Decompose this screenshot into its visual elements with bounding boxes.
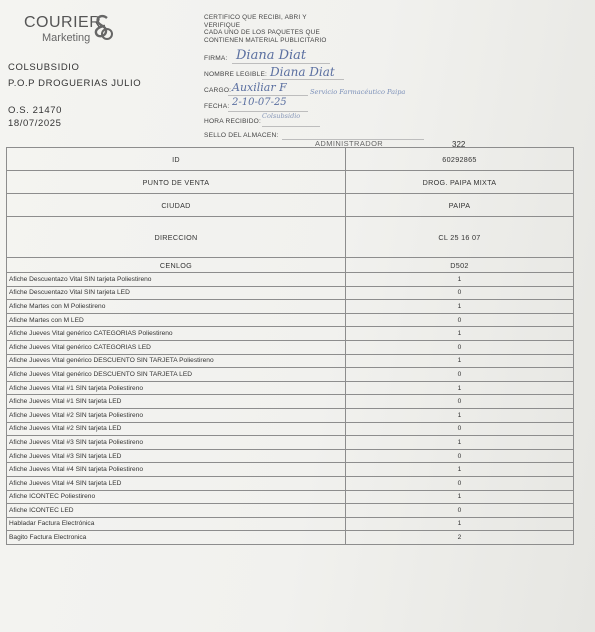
item-name: Afiche ICONTEC Poliestireno bbox=[7, 490, 346, 504]
client-program: P.O.P DROGUERIAS JULIO bbox=[8, 78, 142, 89]
firma-label: FIRMA: bbox=[204, 55, 228, 62]
firma-line bbox=[232, 63, 330, 64]
order-date: 18/07/2025 bbox=[8, 118, 62, 129]
header-value: D502 bbox=[346, 258, 574, 273]
delivery-table bbox=[6, 147, 574, 545]
hora-stamp: Colsubsidio bbox=[262, 112, 301, 120]
item-qty: 1 bbox=[346, 517, 574, 531]
item-qty: 1 bbox=[346, 463, 574, 477]
table-row bbox=[7, 476, 574, 490]
item-name: Habladar Factura Electrónica bbox=[7, 517, 346, 531]
item-name: Bagito Factura Electronica bbox=[7, 531, 346, 545]
table-row bbox=[7, 313, 574, 327]
table-row bbox=[7, 354, 574, 368]
table-row bbox=[7, 531, 574, 545]
table-row bbox=[7, 463, 574, 477]
table-row bbox=[7, 327, 574, 341]
header-value: CL 25 16 07 bbox=[346, 217, 574, 258]
table-row bbox=[7, 381, 574, 395]
table-row bbox=[7, 368, 574, 382]
table-row bbox=[7, 436, 574, 450]
table-row bbox=[7, 408, 574, 422]
table-row bbox=[7, 273, 574, 287]
header-label: DIRECCION bbox=[7, 217, 346, 258]
client-name: COLSUBSIDIO bbox=[8, 62, 80, 73]
item-name: Afiche Jueves Vital genérico CATEGORIAS Poliestireno bbox=[7, 327, 346, 341]
cargo-stamp: Servicio Farmacéutico Paipa bbox=[310, 88, 406, 96]
header-value: PAIPA bbox=[346, 194, 574, 217]
item-name: Afiche Martes con M Poliestireno bbox=[7, 300, 346, 314]
item-name: Afiche Jueves Vital #3 SIN tarjeta LED bbox=[7, 449, 346, 463]
certification-line: CONTIENEN MATERIAL PUBLICITARIO bbox=[204, 36, 327, 44]
table-row bbox=[7, 395, 574, 409]
item-qty: 2 bbox=[346, 531, 574, 545]
item-name: Afiche Martes con M LED bbox=[7, 313, 346, 327]
item-qty: 0 bbox=[346, 340, 574, 354]
cargo-label: CARGO: bbox=[204, 87, 232, 94]
firma-signature: Diana Diat bbox=[236, 48, 307, 63]
certification-line: CADA UNO DE LOS PAQUETES QUE bbox=[204, 29, 320, 37]
logo-word-courier: COURIER bbox=[24, 14, 102, 31]
cargo-value: Auxiliar F bbox=[232, 81, 287, 94]
item-qty: 0 bbox=[346, 504, 574, 518]
item-qty: 1 bbox=[346, 300, 574, 314]
table-row-punto-de-venta bbox=[7, 171, 574, 194]
nombre-value: Diana Diat bbox=[270, 65, 335, 79]
hora-label: HORA RECIBIDO: bbox=[204, 118, 262, 125]
item-qty: 0 bbox=[346, 368, 574, 382]
table-row-cenlog bbox=[7, 258, 574, 273]
table-row bbox=[7, 504, 574, 518]
header-value: 60292865 bbox=[346, 148, 574, 171]
item-name: Afiche Jueves Vital genérico DESCUENTO SIN TARJETA LED bbox=[7, 368, 346, 382]
item-qty: 0 bbox=[346, 449, 574, 463]
item-name: Afiche Jueves Vital #3 SIN tarjeta Poliestireno bbox=[7, 436, 346, 450]
table-row bbox=[7, 490, 574, 504]
header-label: CIUDAD bbox=[7, 194, 346, 217]
item-name: Afiche Jueves Vital #1 SIN tarjeta Poliestireno bbox=[7, 381, 346, 395]
table-row bbox=[7, 286, 574, 300]
sello-label: SELLO DEL ALMACEN: bbox=[204, 132, 279, 139]
header-label: ID bbox=[7, 148, 346, 171]
table-row-direccion bbox=[7, 217, 574, 258]
item-name: Afiche Descuentazo Vital SIN tarjeta Poliestireno bbox=[7, 273, 346, 287]
certification-text bbox=[204, 14, 327, 44]
item-name: Afiche Jueves Vital #2 SIN tarjeta LED bbox=[7, 422, 346, 436]
item-qty: 1 bbox=[346, 327, 574, 341]
logo-word-marketing: Marketing bbox=[42, 32, 91, 44]
item-name: Afiche ICONTEC LED bbox=[7, 504, 346, 518]
item-qty: 1 bbox=[346, 408, 574, 422]
item-name: Afiche Jueves Vital genérico DESCUENTO SIN TARJETA Poliestireno bbox=[7, 354, 346, 368]
item-qty: 0 bbox=[346, 422, 574, 436]
header-label: CENLOG bbox=[7, 258, 346, 273]
item-qty: 1 bbox=[346, 490, 574, 504]
item-name: Afiche Descuentazo Vital SIN tarjeta LED bbox=[7, 286, 346, 300]
item-qty: 1 bbox=[346, 273, 574, 287]
item-qty: 0 bbox=[346, 313, 574, 327]
fecha-value: 2-10-07-25 bbox=[232, 97, 287, 108]
fecha-label: FECHA: bbox=[204, 103, 230, 110]
table-row-id bbox=[7, 148, 574, 171]
item-qty: 0 bbox=[346, 286, 574, 300]
order-number: O.S. 21470 bbox=[8, 105, 63, 116]
item-name: Afiche Jueves Vital #2 SIN tarjeta Poliestireno bbox=[7, 408, 346, 422]
item-name: Afiche Jueves Vital genérico CATEGORIAS LED bbox=[7, 340, 346, 354]
item-qty: 1 bbox=[346, 436, 574, 450]
certification-line: CERTIFICO QUE RECIBI, ABRI Y bbox=[204, 14, 307, 21]
administrador-label: ADMINISTRADOR bbox=[315, 139, 384, 148]
table-row-ciudad bbox=[7, 194, 574, 217]
certification-line: VERIFIQUE bbox=[204, 21, 241, 29]
table-row bbox=[7, 340, 574, 354]
item-name: Afiche Jueves Vital #4 SIN tarjeta LED bbox=[7, 476, 346, 490]
table-row bbox=[7, 449, 574, 463]
nombre-line bbox=[262, 79, 344, 80]
item-name: Afiche Jueves Vital #4 SIN tarjeta Poliestireno bbox=[7, 463, 346, 477]
cargo-line bbox=[228, 95, 308, 96]
table-row bbox=[7, 517, 574, 531]
item-qty: 0 bbox=[346, 476, 574, 490]
logo-ampersand-icon bbox=[92, 14, 114, 42]
hora-line bbox=[262, 126, 320, 127]
item-name: Afiche Jueves Vital #1 SIN tarjeta LED bbox=[7, 395, 346, 409]
table-row bbox=[7, 300, 574, 314]
courier-marketing-logo bbox=[12, 12, 112, 48]
item-qty: 0 bbox=[346, 395, 574, 409]
item-qty: 1 bbox=[346, 354, 574, 368]
corner-number: 322 bbox=[452, 140, 466, 149]
header-label: PUNTO DE VENTA bbox=[7, 171, 346, 194]
nombre-label: NOMBRE LEGIBLE: bbox=[204, 71, 268, 78]
item-qty: 1 bbox=[346, 381, 574, 395]
header-value: DROG. PAIPA MIXTA bbox=[346, 171, 574, 194]
table-row bbox=[7, 422, 574, 436]
